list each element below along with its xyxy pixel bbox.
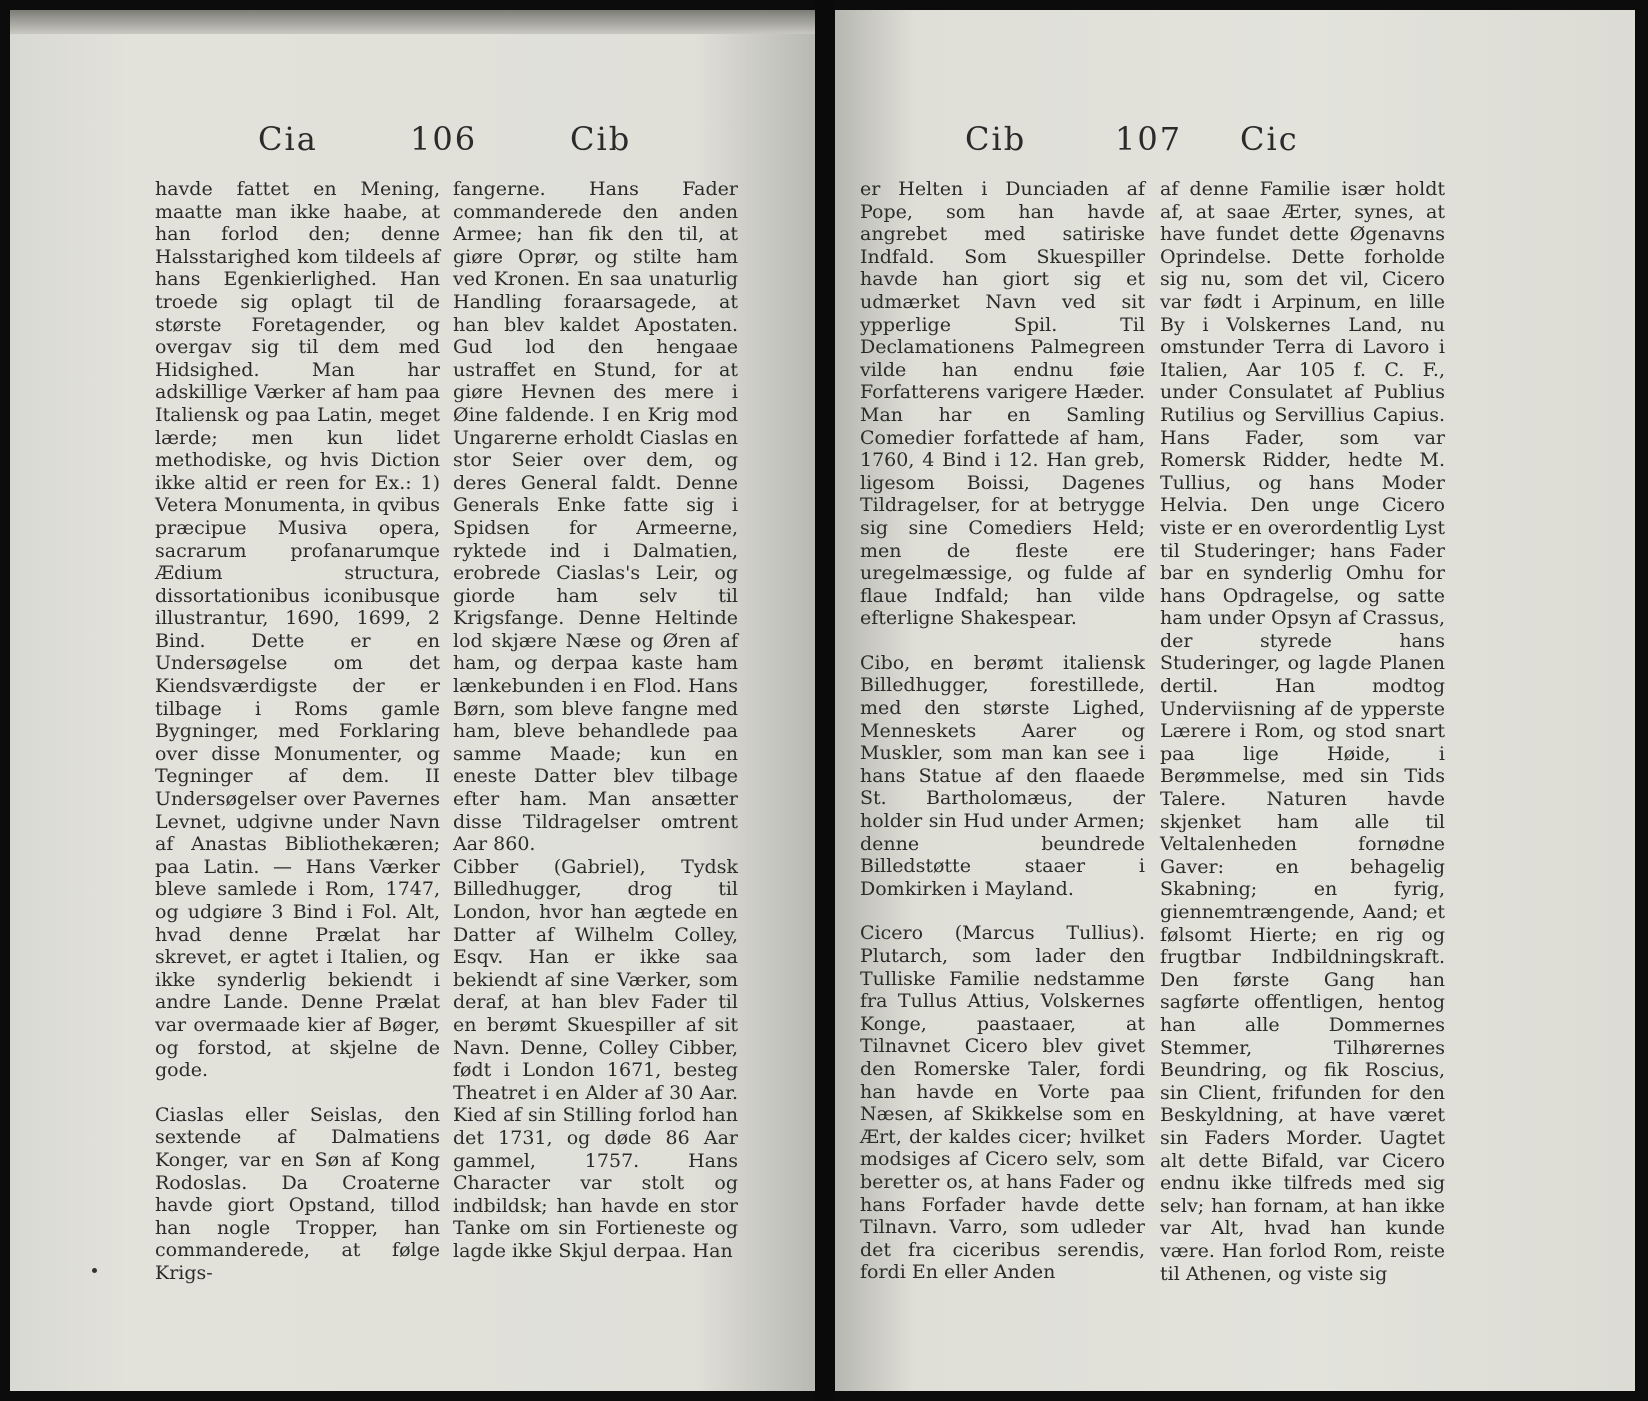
text-column-2 (1160, 178, 1445, 1285)
running-header (835, 120, 1635, 160)
header-left-word: Cia (258, 120, 318, 158)
page-edge (10, 10, 815, 34)
text-column-1 (860, 178, 1145, 1284)
paragraph: fangerne. Hans Fader commanderede den anden Armee; han fik den til, at giøre Oprør, og stilte ham ved Kronen. En saa unaturlig Handling foraarsagede, at han blev kaldet Apostaten. Gud lod den hengaae ustraffet en Stund, for at giøre Hevnen des mere i Øine faldende. I en Krig mod Ungarerne erholdt Ciaslas en stor Seier over dem, og deres General faldt. Denne Generals Enke fatte sig i Spidsen for Armeerne, ryktede ind i Dalmatien, erobrede Ciaslas's Leir, og giorde ham selv til Krigsfange. Denne Heltinde lod skjære Næse og Øren af ham, og derpaa kaste ham lænkebunden i en Flod. Hans Børn, som bleve fangne med ham, bleve behandlede paa samme Maade; kun en eneste Datter blev tilbage efter ham. Man ansætter disse Tildragelser omtrent Aar 860. (453, 178, 738, 856)
header-right-word: Cib (570, 120, 632, 158)
page-number: 107 (1115, 120, 1183, 158)
ink-speck (92, 1268, 97, 1273)
paragraph: er Helten i Dunciaden af Pope, som han havde angrebet med satiriske Indfald. Som Skuespiller havde han giort sig et udmærket Navn ved sit ypperlige Spil. Til Declamationens Palmegreen vilde han endnu føie Forfatterens varigere Hæder. Man har en Samling Comedier forfattede af ham, 1760, 4 Bind i 12. Han greb, ligesom Boissi, Dagenes Tildragelser, for at betrygge sig sine Comediers Held; men de fleste ere uregelmæssige, og fulde af flaue Indfald; han vilde efterligne Shakespear. (860, 178, 1145, 630)
entry-paragraph: Cibber (Gabriel), Tydsk Billedhugger, drog til London, hvor han ægtede en Datter af Wilhelm Colley, Esqv. Han er ikke saa bekiendt af sine Værker, som deraf, at han blev Fader til en berømt Skuespiller af sit Navn. Denne, Colley Cibber, født i London 1671, besteg Theatret i en Alder af 30 Aar. Kied af sin Stilling forlod han det 1731, og døde 86 Aar gammel, 1757. Hans Character var stolt og indbildsk; han havde en stor Tanke om sin Fortieneste og lagde ikke Skjul derpaa. Han (453, 855, 738, 1262)
gutter (815, 0, 835, 1401)
entry-paragraph: Ciaslas eller Seislas, den sextende af Dalmatiens Konger, var en Søn af Kong Rodoslas. Da Croaterne havde giort Opstand, tillod han nogle Tropper, han commanderede, at følge Krigs- (155, 1103, 440, 1284)
paragraph: havde fattet en Mening, maatte man ikke haabe, at han forlod den; denne Halsstarighed kom tildeels af hans Egenkierlighed. Han troede sig oplagt til de største Foretagender, og overgav sig til dem med Hidsighed. Man har adskillige Værker af ham paa Italiensk og paa Latin, meget lærde; men kun lidet methodiske, og hvis Diction ikke altid er reen for Ex.: 1) Vetera Monumenta, in qvibus præcipue Musiva opera, sacrarum profanarumque Ædium structura, dissortationibus iconibusque illustrantur, 1690, 1699, 2 Bind. Dette er en Undersøgelse om det Kiendsværdigste der er tilbage i Roms gamle Bygninger, med Forklaring over disse Monumenter, og Tegninger af dem. II Undersøgelser over Pavernes Levnet, udgivne under Navn af Anastas Bibliothekæren; paa Latin. — Hans Værker bleve samlede i Rom, 1747, og udgiøre 3 Bind i Fol. Alt, hvad denne Prælat har skrevet, er agtet i Italien, og ikke synderlig bekiendt i andre Lande. Denne Prælat var overmaade kier af Bøger, og forstod, at skjelne de gode. (155, 178, 440, 1082)
right-page (835, 10, 1635, 1391)
entry-paragraph: Cibo, en berømt italiensk Billedhugger, forestillede, med den største Lighed, Menneskets Aarer og Muskler, som man kan see i hans Statue af den flaaede St. Bartholomæus, der holder sin Hud under Armen; denne beundrede Billedstøtte staaer i Domkirken i Mayland. (860, 651, 1145, 900)
header-right-word: Cic (1240, 120, 1299, 158)
left-page (10, 10, 815, 1391)
page-number: 106 (410, 120, 478, 158)
entry-paragraph: Cicero (Marcus Tullius). Plutarch, som lader den Tulliske Familie nedstamme fra Tullus Attius, Volskernes Konge, paastaaer, at Tilnavnet Cicero blev givet den Romerske Taler, fordi han havde en Vorte paa Næsen, af Skikkelse som en Ært, der kaldes cicer; hvilket modsiges af Cicero selv, som beretter os, at hans Fader og hans Forfader havde dette Tilnavn. Varro, som udleder det fra ciceribus serendis, fordi En eller Anden (860, 922, 1145, 1284)
text-column-1 (155, 178, 440, 1285)
header-left-word: Cib (965, 120, 1027, 158)
text-column-2 (453, 178, 738, 1263)
paragraph: af denne Familie især holdt af, at saae Ærter, synes, at have fundet dette Øgenavns Oprindelse. Dette forholde sig nu, som det vil, Cicero var født i Arpinum, en lille By i Volskernes Land, nu omstunder Terra di Lavoro i Italien, Aar 105 f. C. F., under Consulatet af Publius Rutilius og Servillius Capius. Hans Fader, som var Romersk Ridder, hedte M. Tullius, og hans Moder Helvia. Den unge Cicero viste er en overordentlig Lyst til Studeringer; hans Fader bar en synderlig Omhu for hans Opdragelse, og satte ham under Opsyn af Crassus, der styrede hans Studeringer, og lagde Planen dertil. Han modtog Underviisning af de ypperste Lærere i Rom, og stod snart paa lige Høide, i Berømmelse, med sin Tids Talere. Naturen havde skjenket ham alle til Veltalenheden fornødne Gaver: en behagelig Skabning; en fyrig, giennemtrængende, Aand; et følsomt Hierte; en rig og frugtbar Indbildningskraft. Den første Gang han sagførte offentligen, hentog han alle Dommernes Stemmer, Tilhørernes Beundring, og fik Roscius, sin Client, frifunden for den Beskyldning, at have været sin Faders Morder. Uagtet alt dette Bifald, var Cicero endnu ikke tilfreds med sig selv; han fornam, at han ikke var Alt, hvad han kunde være. Han forlod Rom, reiste til Athenen, og viste sig (1160, 178, 1445, 1285)
running-header (10, 120, 815, 160)
